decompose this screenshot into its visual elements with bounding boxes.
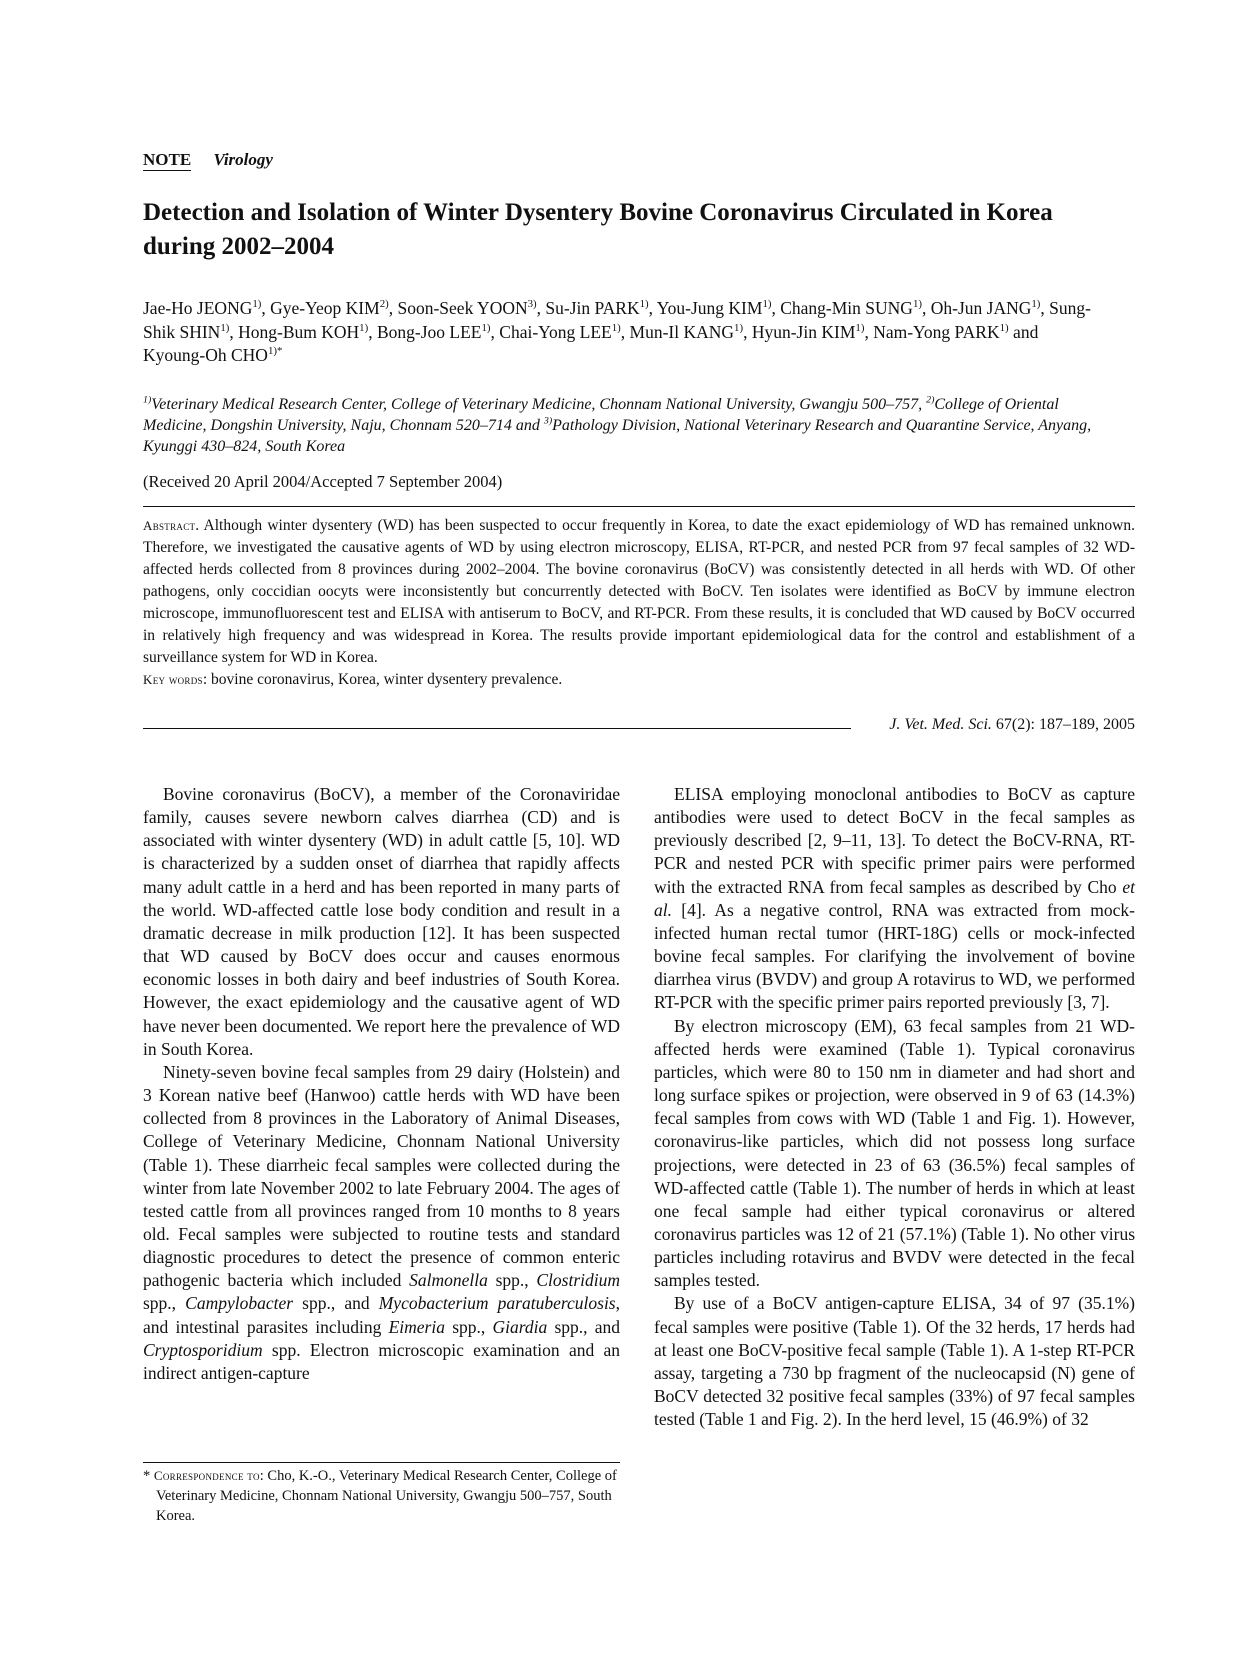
- author-affiliation-mark: 1): [1031, 298, 1041, 311]
- abstract-block: [143, 515, 1135, 691]
- author-name: Hyun-Jin KIM: [751, 321, 856, 342]
- author-affiliation-mark: 1): [252, 298, 262, 311]
- body-text: spp. Electron microscopic examination and an indirect antigen-capture: [143, 1339, 620, 1383]
- journal-name: J. Vet. Med. Sci.: [889, 716, 992, 733]
- author-affiliation-mark: 1): [220, 321, 230, 334]
- author-name: Mun-Il KANG: [629, 321, 735, 342]
- abstract-bottom-rule: [143, 728, 851, 729]
- author-name: Chang-Min SUNG: [780, 298, 913, 318]
- author-affiliation-mark: 1): [855, 321, 865, 334]
- author-affiliation-mark: 2): [379, 298, 389, 311]
- italic-term: Mycobacterium paratuberculosis: [378, 1293, 616, 1314]
- author-affiliation-mark: 1): [762, 298, 772, 311]
- footnote-mark: *: [143, 1468, 154, 1484]
- author-name: Sung-Shik SHIN: [143, 298, 1091, 342]
- author-name: Bong-Joo LEE: [376, 321, 482, 342]
- italic-term: et al.: [654, 876, 1135, 920]
- affiliation-text: Pathology Division, National Veterinary Research and Quarantine Service, Anyang, Kyunggi 430–824, South Korea: [143, 417, 1092, 455]
- abstract: [143, 515, 1135, 669]
- body-text: ELISA employing monoclonal antibodies to BoCV as capture antibodies were used to detect BoCV in the fecal samples as previously described [2, 9–11, 13]. To detect the BoCV-RNA, RT-PCR and nested PCR with specific primer pairs were performed with the extracted RNA from fecal samples as described by Cho: [654, 784, 1135, 897]
- body-text: spp.,: [143, 1293, 186, 1314]
- abstract-label: Abstract: [143, 518, 196, 533]
- author-name: Gye-Yeop KIM: [270, 298, 380, 318]
- author-name: Su-Jin PARK: [545, 298, 640, 318]
- abstract-text: . Although winter dysentery (WD) has been suspected to occur frequently in Korea, to date the exact epidemiology of WD has remained unknown. Therefore, we investigated the causative agents of WD by using electron microscopy, ELISA, RT-PCR, and nested PCR from 97 fecal samples of 32 WD-affected herds collected from 8 provinces during 2002–2004. The bovine coronavirus (BoCV) was consistently detected in all herds with WD. Of other pathogens, only coccidian oocyts were inconsistently but concurrently detected with BoCV. Ten isolates were identified as BoCV by immune electron microscope, immunofluorescent test and ELISA with antiserum to BoCV, and RT-PCR. From these results, it is concluded that WD caused by BoCV occurred in relatively high frequency and was widespread in Korea. The results provide important epidemiological data for the control and establishment of a surveillance system for WD in Korea.: [143, 517, 1135, 666]
- author-affiliation-mark: 1): [912, 298, 922, 311]
- author-name: Jae-Ho JEONG: [143, 298, 253, 318]
- correspondence-footnote: [143, 1466, 620, 1526]
- affiliation-text: College of Oriental Medicine, Dongshin University, Naju, Chonnam 520–714 and: [143, 396, 1059, 434]
- author-affiliation-mark: 1): [734, 321, 744, 334]
- italic-term: Giardia: [492, 1316, 548, 1337]
- affiliation-list: [143, 394, 1103, 457]
- affiliation-mark: 2): [926, 394, 935, 406]
- body-column-right: [654, 783, 1135, 1431]
- body-paragraph: [654, 1015, 1135, 1293]
- section-label: Virology: [213, 150, 273, 169]
- author-name: You-Jung KIM: [656, 298, 763, 318]
- body-paragraph: [143, 1061, 620, 1385]
- author-name: Chai-Yong LEE: [499, 321, 612, 342]
- author-affiliation-mark: 1): [611, 321, 621, 334]
- author-name: Soon-Seek YOON: [397, 298, 528, 318]
- footnote-label: Correspondence to: [153, 1468, 260, 1483]
- body-paragraph: [654, 783, 1135, 1015]
- body-text: Bovine coronavirus (BoCV), a member of the Coronaviridae family, causes severe newborn calves diarrhea (CD) and is associated with winter dysentery (WD) in adult cattle [5, 10]. WD is characterized by a sudden onset of diarrhea that rapidly affects many adult cattle in a herd and has been reported in many parts of the world. WD-affected cattle lose body condition and result in a dramatic decrease in milk production [12]. It has been suspected that WD caused by BoCV does occur and causes enormous economic losses in both dairy and beef industries of South Korea. However, the exact epidemiology and the causative agent of WD have never been documented. We report here the prevalence of WD in South Korea.: [143, 784, 620, 1059]
- body-text: Ninety-seven bovine fecal samples from 29 dairy (Holstein) and 3 Korean native beef (Hanwoo) cattle herds with WD have been collected from 8 provinces in the Laboratory of Animal Diseases, College of Veterinary Medicine, Chonnam National University (Table 1). These diarrheic fecal samples were collected during the winter from late November 2002 to late February 2004. The ages of tested cattle from all provinces ranged from 10 months to 8 years old. Fecal samples were subjected to routine tests and standard diagnostic procedures to detect the presence of common enteric pathogenic bacteria which included: [143, 1061, 620, 1291]
- author-affiliation-mark: 3): [527, 298, 537, 311]
- body-text: spp., and: [547, 1316, 620, 1337]
- body-text: [4]. As a negative control, RNA was extracted from mock-infected human rectal tumor (HRT-18G) cells or mock-infected bovine fecal samples. For clarifying the involvement of bovine diarrhea virus (BVDV) and group A rotavirus to WD, we performed RT-PCR with the specific primer pairs reported previously [3, 7].: [654, 899, 1135, 1013]
- keywords-text: : bovine coronavirus, Korea, winter dysentery prevalence.: [202, 671, 563, 688]
- body-text: , and intestinal parasites including: [143, 1293, 620, 1337]
- abstract-top-rule: [143, 506, 1135, 507]
- italic-term: Eimeria: [388, 1316, 445, 1337]
- author-name: Oh-Jun JANG: [930, 298, 1032, 318]
- affiliation-mark: 3): [543, 415, 553, 427]
- author-affiliation-mark: 1): [639, 298, 649, 311]
- author-affiliation-mark: 1)*: [267, 345, 283, 358]
- italic-term: Campylobacter: [185, 1293, 294, 1314]
- keywords-label: Key words: [143, 672, 203, 687]
- author-affiliation-mark: 1): [999, 321, 1009, 334]
- author-affiliation-mark: 1): [359, 321, 369, 334]
- author-name: Nam-Yong PARK: [873, 321, 1000, 342]
- author-affiliation-mark: 1): [481, 321, 491, 334]
- italic-term: Salmonella: [409, 1270, 488, 1291]
- italic-term: Clostridium: [536, 1270, 620, 1291]
- italic-term: Cryptosporidium: [143, 1339, 263, 1360]
- section-tag: [143, 150, 273, 170]
- body-text: spp.,: [487, 1270, 537, 1291]
- body-text: By electron microscopy (EM), 63 fecal samples from 21 WD-affected herds were examined (Table 1). Typical coronavirus particles, which were 80 to 150 nm in diameter and had short and long surface spikes or projection, were observed in 9 of 63 (14.3%) fecal samples from cows with WD (Table 1 and Fig. 1). However, coronavirus-like particles, which did not possess long surface projections, were detected in 23 of 63 (36.5%) fecal samples of WD-affected cattle (Table 1). The number of herds in which at least one fecal sample had either typical coronavirus or altered coronavirus particles was 12 of 21 (57.1%) (Table 1). No other virus particles including rotavirus and BVDV were detected in the fecal samples tested.: [654, 1015, 1135, 1291]
- body-paragraph: [654, 1292, 1135, 1431]
- keywords: [143, 669, 1135, 691]
- footnote-text: : Cho, K.-O., Veterinary Medical Research Center, College of Veterinary Medicine, Chonnam National University, Gwangju 500–757, South Korea.: [156, 1468, 617, 1524]
- body-text: By use of a BoCV antigen-capture ELISA, 34 of 97 (35.1%) fecal samples were positive (Table 1). Of the 32 herds, 17 herds had at least one BoCV-positive fecal sample (Table 1). A 1-step RT-PCR assay, targeting a 730 bp fragment of the nucleocapsid (N) gene of BoCV detected 32 positive fecal samples (33%) of 97 fecal samples tested (Table 1 and Fig. 2). In the herd level, 15 (46.9%) of 32: [654, 1293, 1135, 1430]
- body-text: spp., and: [293, 1293, 379, 1314]
- journal-reference: [889, 716, 1135, 734]
- body-paragraph: [143, 783, 620, 1061]
- received-dates: (Received 20 April 2004/Accepted 7 September 2004): [143, 472, 503, 491]
- journal-citation: 67(2): 187–189, 2005: [991, 716, 1135, 733]
- note-label: NOTE: [143, 150, 192, 169]
- affiliation-text: Veterinary Medical Research Center, College of Veterinary Medicine, Chonnam National University, Gwangju 500–757,: [151, 396, 927, 413]
- author-list: Jae-Ho JEONG$^{1)}$, Gye-Yeop KIM$^{2)}$, Soon-Seek YOON$^{3)}$, Su-Jin PARK$^{1)}$, You-Jung KIM$^{1)}$, Chang-Min SUNG$^{1)}$, Oh-Jun JANG$^{1)}$, Sung-Shik SHIN$^{1)}$, Hong-Bum KOH$^{1)}$, Bong-Joo LEE$^{1)}$, Chai-Yong LEE$^{1)}$, Mun-Il KANG$^{1)}$, Hyun-Jin KIM$^{1)}$, Nam-Yong PARK$^{1)}$ and Kyoung-Oh $CHO^{1)*}$: [143, 298, 1091, 365]
- footnote-rule: [143, 1462, 620, 1463]
- body-text: spp.,: [444, 1316, 493, 1337]
- paper-title: Detection and Isolation of Winter Dysentery Bovine Coronavirus Circulated in Korea during 2002–2004: [143, 199, 1053, 260]
- affiliation-mark: 1): [143, 394, 152, 406]
- author-name: Hong-Bum KOH: [238, 321, 360, 342]
- author-name: Kyoung-Oh CHO: [143, 345, 268, 365]
- body-column-left: [143, 783, 620, 1385]
